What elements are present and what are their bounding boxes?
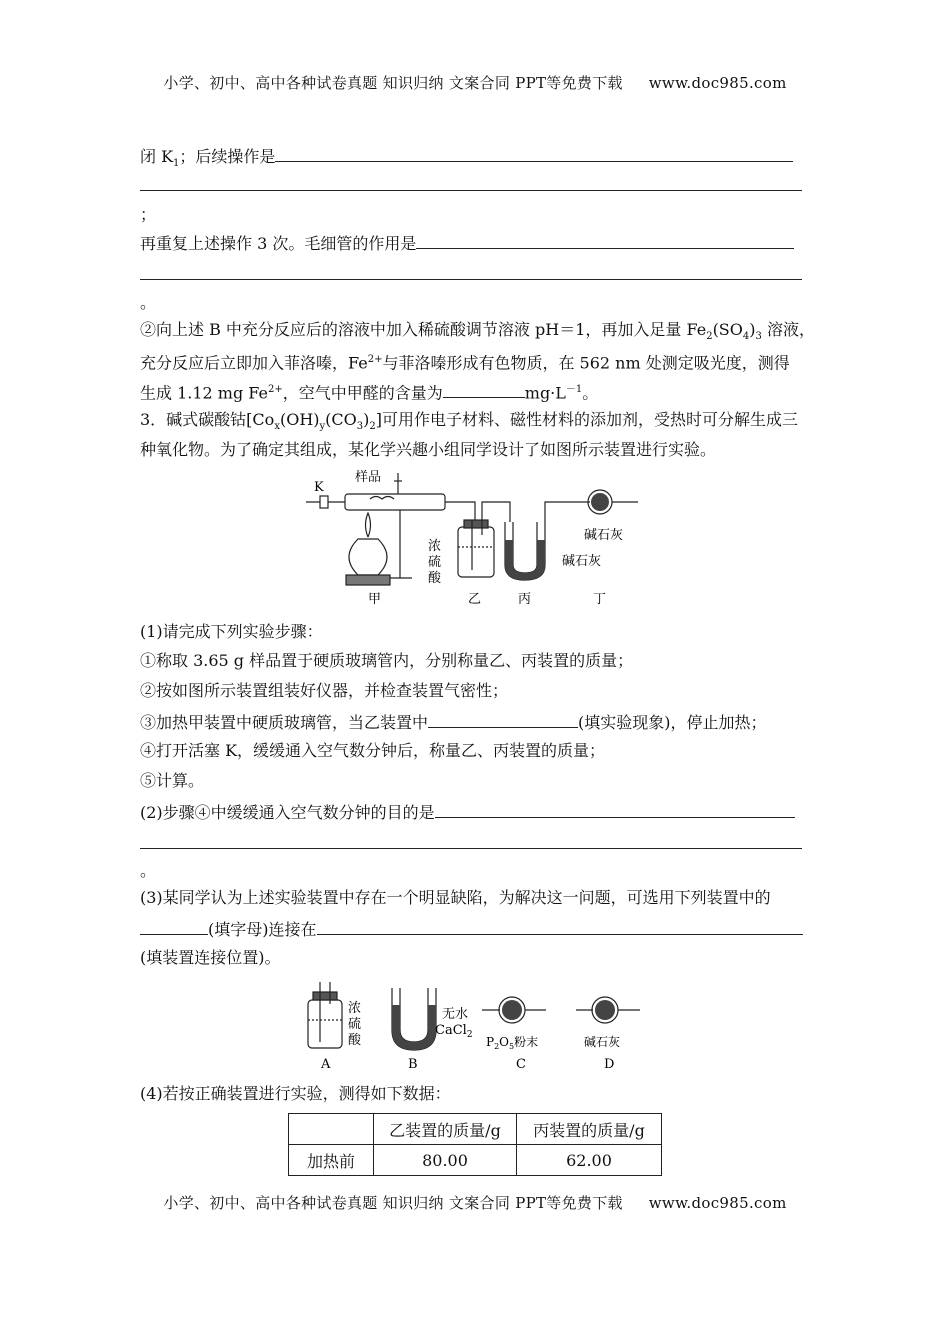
sample-pile: [370, 497, 394, 500]
label-c-p: P: [486, 1035, 495, 1049]
lamp-base: [346, 575, 390, 585]
text: ；后续操作是: [179, 147, 276, 166]
q2-line2: [140, 350, 790, 373]
q2-line3: [140, 380, 598, 403]
line-close-k1: [140, 145, 793, 174]
table-cell: 80.00: [374, 1145, 517, 1176]
connect-pipe-4: [545, 502, 590, 522]
label-b-1: 无水: [442, 1007, 469, 1022]
s1-title: (1)请完成下列实验步骤：: [140, 622, 323, 641]
sub: 3: [356, 421, 364, 433]
text: (填字母)连接在: [208, 920, 317, 939]
table-header: 乙装置的质量/g: [374, 1114, 517, 1145]
connect-pipe-3: [482, 502, 510, 522]
s4: (4)若按正确装置进行实验，测得如下数据：: [140, 1084, 451, 1103]
text: 闭 K: [140, 147, 174, 166]
text: 3．碱式碳酸钴[Co: [140, 410, 275, 429]
sup: －1: [565, 384, 583, 395]
soda-lime-granules: [591, 493, 609, 511]
apparatus-figure: [300, 465, 650, 610]
valve-k: [320, 496, 328, 508]
label-d: 碱石灰: [584, 1035, 621, 1049]
table-cell: 62.00: [517, 1145, 662, 1176]
sub: 2: [369, 421, 376, 433]
step-1: ①称取 3.65 g 样品置于硬质玻璃管内，分别称量乙、丙装置的质量；: [140, 651, 634, 670]
u-tube-inner: [513, 522, 537, 573]
label-c: [486, 1034, 538, 1051]
answer-blank[interactable]: [140, 918, 208, 935]
wash-bottle: [458, 527, 494, 577]
label-a-conc-2: 硫: [348, 1017, 362, 1032]
bottle-a: [308, 1000, 342, 1048]
label-bing: 丙: [518, 592, 532, 607]
step-4: ④打开活塞 K，缓缓通入空气数分钟后，称量乙、丙装置的质量；: [140, 741, 606, 760]
text: (2)步骤④中缓缓通入空气数分钟的目的是: [140, 803, 435, 822]
text: (SO: [712, 320, 743, 339]
u-fill-b: [392, 1005, 436, 1050]
semicolon: ；: [140, 205, 157, 224]
label-c-s2: 5: [509, 1042, 515, 1051]
answer-blank[interactable]: [275, 145, 793, 162]
step-2: ②按如图所示装置组装好仪器，并检查装置气密性；: [140, 681, 509, 700]
text: mg·L: [524, 383, 566, 403]
stopper-a: [313, 992, 337, 1000]
answer-blank[interactable]: [435, 801, 795, 818]
stopper: [464, 520, 488, 528]
answer-blank[interactable]: [443, 381, 525, 398]
label-a-conc-3: 酸: [348, 1033, 362, 1048]
sub: 3: [755, 331, 762, 343]
text: ②向上述 B 中充分反应后的溶液中加入稀硫酸调节溶液 pH＝1，再加入足量 Fe: [140, 320, 707, 339]
answer-rule[interactable]: [140, 848, 802, 849]
sup: 2+: [268, 384, 283, 395]
label-yi: 乙: [468, 592, 482, 607]
letter-a: A: [321, 1057, 331, 1072]
answer-rule[interactable]: [140, 190, 802, 191]
text: (CO: [325, 410, 357, 429]
label-jia: 甲: [368, 592, 382, 607]
text: 与菲洛嗪形成有色物质，在 562 nm 处测定吸光度，测得: [382, 353, 790, 373]
s3-line3: (填装置连接位置)。: [140, 948, 281, 967]
label-conc-3: 酸: [428, 571, 442, 586]
header-text: 小学、初中、高中各种试卷真题 知识归纳 文案合同 PPT等免费下载: [163, 74, 623, 92]
text: 充分反应后立即加入菲洛嗪，Fe: [140, 353, 368, 373]
q3-intro-1: [140, 410, 798, 437]
text: 再重复上述操作 3 次。毛细管的作用是: [140, 234, 417, 253]
label-k: K: [314, 480, 324, 495]
text: 。: [582, 383, 599, 403]
label-b-2: [435, 1023, 473, 1040]
label-b-2-sub: 2: [466, 1030, 473, 1040]
label-conc-1: 浓: [428, 539, 442, 554]
sub: 2: [706, 331, 713, 343]
label-conc-2: 硫: [428, 555, 442, 570]
label-ding: 丁: [593, 592, 607, 607]
label-soda-u: 碱石灰: [562, 554, 602, 569]
sup: 2+: [367, 354, 383, 365]
text: (OH): [279, 410, 320, 429]
s2-end: 。: [140, 861, 157, 880]
q3-intro-2: 种氧化物。为了确定其组成，某化学兴趣小组同学设计了如图所示装置进行实验。: [140, 440, 717, 459]
label-c-o: O: [499, 1035, 510, 1049]
answer-blank[interactable]: [428, 711, 578, 728]
label-sample: 样品: [355, 470, 382, 485]
text: ，空气中甲醛的含量为: [282, 383, 443, 403]
table-header-row: [289, 1114, 662, 1145]
label-c-s1: 2: [494, 1042, 500, 1051]
granules-d: [595, 1000, 615, 1020]
s3-line2: [140, 918, 803, 940]
answer-rule[interactable]: [140, 279, 802, 280]
q2-line1: [140, 320, 815, 347]
granules-c: [502, 1000, 522, 1020]
connect-pipe-2: [465, 502, 475, 520]
label-c-powder: 粉末: [514, 1035, 539, 1049]
header-url[interactable]: www.doc985.com: [648, 74, 787, 92]
page-header: [0, 72, 950, 93]
u-tube-b-inner: [400, 988, 428, 1042]
label-soda-bulb: 碱石灰: [584, 528, 624, 543]
line-capillary: [140, 232, 794, 254]
table-cell: 加热前: [289, 1145, 374, 1176]
text: ③加热甲装置中硬质玻璃管，当乙装置中: [140, 713, 429, 732]
answer-blank[interactable]: [416, 232, 794, 249]
text: 溶液，: [761, 320, 815, 339]
lamp: [349, 539, 387, 575]
s2: [140, 801, 795, 823]
page-footer: [0, 1192, 950, 1213]
sub: y: [319, 421, 326, 433]
data-table: [288, 1113, 662, 1176]
table-header: 丙装置的质量/g: [517, 1114, 662, 1145]
step-5: ⑤计算。: [140, 771, 205, 790]
hard-glass-tube: [345, 494, 445, 510]
table-header: [289, 1114, 374, 1145]
text: ]可用作电子材料、磁性材料的添加剂，受热时可分解生成三: [375, 410, 799, 429]
option-apparatus-figure: [300, 980, 670, 1075]
footer-url[interactable]: www.doc985.com: [648, 1194, 787, 1212]
period: 。: [140, 293, 157, 312]
text: 生成 1.12 mg Fe: [140, 383, 268, 403]
letter-c: C: [516, 1057, 526, 1072]
u-tube-fill: [505, 540, 545, 580]
step-3: [140, 711, 767, 733]
text: ): [749, 320, 756, 339]
s3-line1: (3)某同学认为上述实验装置中存在一个明显缺陷，为解决这一问题，可选用下列装置中的: [140, 888, 771, 907]
footer-text: 小学、初中、高中各种试卷真题 知识归纳 文案合同 PPT等免费下载: [163, 1194, 623, 1212]
text: (填实验现象)，停止加热；: [578, 713, 767, 732]
sub: 1: [173, 158, 180, 170]
label-b-2-main: CaCl: [435, 1023, 467, 1038]
letter-d: D: [604, 1057, 615, 1072]
letter-b: B: [408, 1057, 418, 1072]
flame: [366, 513, 371, 537]
table-row: [289, 1145, 662, 1176]
answer-blank[interactable]: [317, 918, 803, 935]
label-a-conc-1: 浓: [348, 1001, 362, 1016]
sub: 4: [742, 331, 750, 343]
sub: x: [274, 421, 280, 433]
text: ): [363, 410, 370, 429]
